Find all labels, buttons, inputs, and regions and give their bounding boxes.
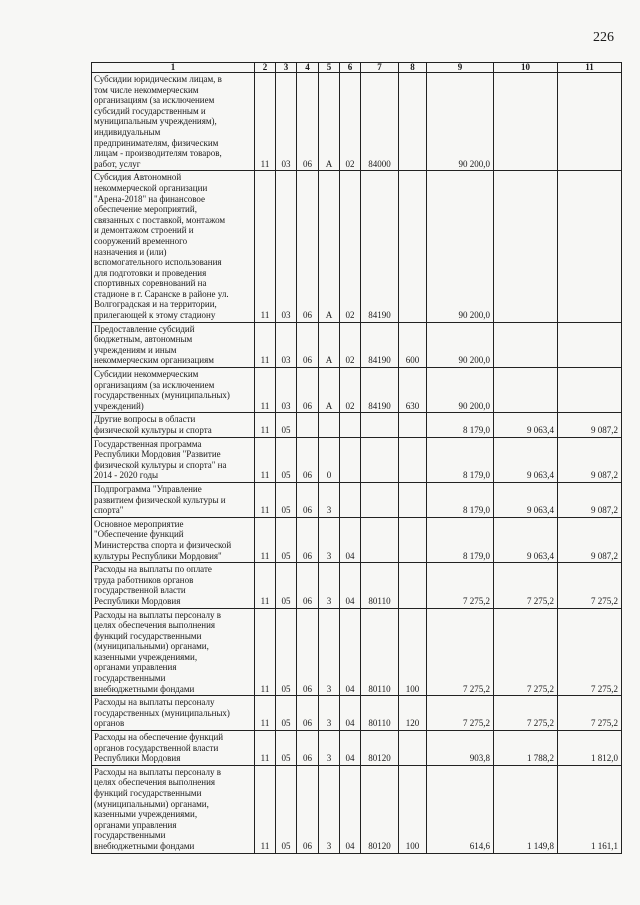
activity-code-cell: 02	[340, 73, 361, 171]
amount-cell: 9 063,4	[494, 437, 558, 482]
subprogram-code-cell: 3	[319, 517, 340, 562]
program-code-cell: 06	[297, 731, 319, 766]
amount-cell: 9 087,2	[558, 437, 622, 482]
direction-code-cell	[361, 517, 399, 562]
section-code-cell: 11	[255, 413, 276, 437]
table-row	[92, 765, 622, 853]
amount-cell	[494, 171, 558, 322]
table-row	[92, 696, 622, 731]
subsection-code-cell: 05	[276, 563, 297, 608]
program-code-cell: 06	[297, 437, 319, 482]
amount-cell: 8 179,0	[427, 517, 494, 562]
expense-type-cell	[399, 482, 427, 517]
table-row	[92, 413, 622, 437]
amount-cell: 1 788,2	[494, 731, 558, 766]
activity-code-cell	[340, 413, 361, 437]
amount-cell: 90 200,0	[427, 73, 494, 171]
subsection-code-cell: 03	[276, 73, 297, 171]
subprogram-code-cell: 0	[319, 437, 340, 482]
header-cell: 4	[297, 63, 319, 73]
expense-type-cell: 630	[399, 368, 427, 413]
amount-cell: 7 275,2	[558, 563, 622, 608]
row-name-cell: Субсидии некоммерческим организациям (за исключением государственных (муниципальных) учреждений)	[92, 368, 255, 413]
subsection-code-cell: 03	[276, 368, 297, 413]
subprogram-code-cell: 3	[319, 765, 340, 853]
amount-cell	[558, 73, 622, 171]
amount-cell: 9 087,2	[558, 482, 622, 517]
activity-code-cell: 02	[340, 322, 361, 367]
expense-type-cell: 600	[399, 322, 427, 367]
amount-cell: 1 812,0	[558, 731, 622, 766]
section-code-cell: 11	[255, 368, 276, 413]
table-row	[92, 482, 622, 517]
program-code-cell: 06	[297, 171, 319, 322]
page-number: 226	[593, 30, 614, 45]
row-name-cell: Другие вопросы в области физической культуры и спорта	[92, 413, 255, 437]
amount-cell: 7 275,2	[427, 563, 494, 608]
subprogram-code-cell: А	[319, 322, 340, 367]
header-cell: 10	[494, 63, 558, 73]
expense-type-cell	[399, 563, 427, 608]
amount-cell	[558, 171, 622, 322]
amount-cell: 7 275,2	[494, 608, 558, 696]
header-cell: 11	[558, 63, 622, 73]
section-code-cell: 11	[255, 563, 276, 608]
amount-cell: 1 149,8	[494, 765, 558, 853]
amount-cell: 90 200,0	[427, 368, 494, 413]
amount-cell: 9 063,4	[494, 482, 558, 517]
row-name-cell: Государственная программа Республики Мордовия "Развитие физической культуры и спорта" на 2014 - 2020 годы	[92, 437, 255, 482]
table-row	[92, 517, 622, 562]
subsection-code-cell: 03	[276, 171, 297, 322]
activity-code-cell	[340, 482, 361, 517]
row-name-cell: Субсидия Автономной некоммерческой организации "Арена-2018" на финансовое обеспечение мероприятий, связанных с поставкой, монтажом и демонтажом строений и сооружений временного назначения и (или) вспомогательного использования для подготовки и проведения спортивных соревнований на стадионе в г. Саранске в районе ул. Волгоградская и на территории, прилегающей к этому стадиону	[92, 171, 255, 322]
amount-cell: 1 161,1	[558, 765, 622, 853]
table-row	[92, 73, 622, 171]
amount-cell: 7 275,2	[427, 696, 494, 731]
amount-cell	[494, 73, 558, 171]
direction-code-cell	[361, 437, 399, 482]
section-code-cell: 11	[255, 482, 276, 517]
expense-type-cell: 100	[399, 765, 427, 853]
row-name-cell: Субсидии юридическим лицам, в том числе некоммерческим организациям (за исключением субсидий государственным и муниципальным учреждениям), индивидуальным предпринимателям, физическим лицам - производителям товаров, работ, услуг	[92, 73, 255, 171]
subprogram-code-cell: А	[319, 73, 340, 171]
amount-cell: 7 275,2	[558, 696, 622, 731]
expense-type-cell	[399, 517, 427, 562]
direction-code-cell	[361, 413, 399, 437]
subsection-code-cell: 03	[276, 322, 297, 367]
activity-code-cell: 04	[340, 765, 361, 853]
program-code-cell	[297, 413, 319, 437]
amount-cell: 7 275,2	[427, 608, 494, 696]
header-cell: 7	[361, 63, 399, 73]
header-cell: 9	[427, 63, 494, 73]
expense-type-cell: 100	[399, 608, 427, 696]
activity-code-cell: 02	[340, 171, 361, 322]
amount-cell	[558, 368, 622, 413]
subsection-code-cell: 05	[276, 413, 297, 437]
amount-cell: 8 179,0	[427, 482, 494, 517]
row-name-cell: Предоставление субсидий бюджетным, автономным учреждениям и иным некоммерческим организациям	[92, 322, 255, 367]
table-row	[92, 731, 622, 766]
amount-cell: 7 275,2	[558, 608, 622, 696]
amount-cell: 614,6	[427, 765, 494, 853]
expense-type-cell: 120	[399, 696, 427, 731]
subsection-code-cell: 05	[276, 765, 297, 853]
program-code-cell: 06	[297, 517, 319, 562]
header-row	[92, 63, 622, 73]
direction-code-cell: 84000	[361, 73, 399, 171]
section-code-cell: 11	[255, 322, 276, 367]
amount-cell: 90 200,0	[427, 171, 494, 322]
amount-cell	[494, 368, 558, 413]
subsection-code-cell: 05	[276, 437, 297, 482]
header-cell: 8	[399, 63, 427, 73]
subsection-code-cell: 05	[276, 608, 297, 696]
subsection-code-cell: 05	[276, 731, 297, 766]
amount-cell: 7 275,2	[494, 563, 558, 608]
row-name-cell: Расходы на выплаты персоналу в целях обеспечения выполнения функций государственными (муниципальными) органами, казенными учреждениями, органами управления государственными внебюджетными фондами	[92, 765, 255, 853]
subsection-code-cell: 05	[276, 696, 297, 731]
table-row	[92, 322, 622, 367]
budget-table	[91, 62, 622, 854]
amount-cell: 8 179,0	[427, 413, 494, 437]
program-code-cell: 06	[297, 73, 319, 171]
activity-code-cell: 04	[340, 731, 361, 766]
activity-code-cell: 04	[340, 517, 361, 562]
direction-code-cell: 80120	[361, 765, 399, 853]
direction-code-cell: 80120	[361, 731, 399, 766]
table-row	[92, 368, 622, 413]
row-name-cell: Расходы на обеспечение функций органов государственной власти Республики Мордовия	[92, 731, 255, 766]
header-cell: 3	[276, 63, 297, 73]
section-code-cell: 11	[255, 73, 276, 171]
activity-code-cell: 04	[340, 608, 361, 696]
expense-type-cell	[399, 413, 427, 437]
program-code-cell: 06	[297, 765, 319, 853]
amount-cell: 8 179,0	[427, 437, 494, 482]
section-code-cell: 11	[255, 731, 276, 766]
amount-cell	[558, 322, 622, 367]
subprogram-code-cell: 3	[319, 563, 340, 608]
section-code-cell: 11	[255, 171, 276, 322]
program-code-cell: 06	[297, 608, 319, 696]
direction-code-cell: 80110	[361, 608, 399, 696]
activity-code-cell: 02	[340, 368, 361, 413]
header-cell: 5	[319, 63, 340, 73]
table-row	[92, 563, 622, 608]
subsection-code-cell: 05	[276, 517, 297, 562]
subprogram-code-cell: А	[319, 368, 340, 413]
program-code-cell: 06	[297, 696, 319, 731]
program-code-cell: 06	[297, 322, 319, 367]
subprogram-code-cell: 3	[319, 608, 340, 696]
expense-type-cell	[399, 73, 427, 171]
amount-cell: 9 063,4	[494, 517, 558, 562]
direction-code-cell: 84190	[361, 322, 399, 367]
header-cell: 1	[92, 63, 255, 73]
subprogram-code-cell: 3	[319, 482, 340, 517]
program-code-cell: 06	[297, 482, 319, 517]
direction-code-cell: 80110	[361, 696, 399, 731]
activity-code-cell: 04	[340, 696, 361, 731]
section-code-cell: 11	[255, 765, 276, 853]
table-row	[92, 437, 622, 482]
header-cell: 6	[340, 63, 361, 73]
section-code-cell: 11	[255, 608, 276, 696]
row-name-cell: Расходы на выплаты по оплате труда работников органов государственной власти Республики Мордовия	[92, 563, 255, 608]
expense-type-cell	[399, 437, 427, 482]
expense-type-cell	[399, 731, 427, 766]
header-cell: 2	[255, 63, 276, 73]
direction-code-cell: 84190	[361, 171, 399, 322]
amount-cell: 90 200,0	[427, 322, 494, 367]
program-code-cell: 06	[297, 368, 319, 413]
activity-code-cell	[340, 437, 361, 482]
row-name-cell: Расходы на выплаты персоналу государственных (муниципальных) органов	[92, 696, 255, 731]
row-name-cell: Основное мероприятие "Обеспечение функций Министерства спорта и физической культуры Республики Мордовия"	[92, 517, 255, 562]
direction-code-cell: 80110	[361, 563, 399, 608]
amount-cell: 9 063,4	[494, 413, 558, 437]
amount-cell: 9 087,2	[558, 413, 622, 437]
table-row	[92, 171, 622, 322]
activity-code-cell: 04	[340, 563, 361, 608]
section-code-cell: 11	[255, 437, 276, 482]
subprogram-code-cell: А	[319, 171, 340, 322]
expense-type-cell	[399, 171, 427, 322]
subprogram-code-cell: 3	[319, 696, 340, 731]
program-code-cell: 06	[297, 563, 319, 608]
amount-cell	[494, 322, 558, 367]
row-name-cell: Расходы на выплаты персоналу в целях обеспечения выполнения функций государственными (муниципальными) органами, казенными учреждениями, органами управления государственными внебюджетными фондами	[92, 608, 255, 696]
amount-cell: 903,8	[427, 731, 494, 766]
row-name-cell: Подпрограмма "Управление развитием физической культуры и спорта"	[92, 482, 255, 517]
amount-cell: 7 275,2	[494, 696, 558, 731]
section-code-cell: 11	[255, 696, 276, 731]
amount-cell: 9 087,2	[558, 517, 622, 562]
subprogram-code-cell: 3	[319, 731, 340, 766]
direction-code-cell: 84190	[361, 368, 399, 413]
section-code-cell: 11	[255, 517, 276, 562]
direction-code-cell	[361, 482, 399, 517]
subprogram-code-cell	[319, 413, 340, 437]
table-row	[92, 608, 622, 696]
subsection-code-cell: 05	[276, 482, 297, 517]
